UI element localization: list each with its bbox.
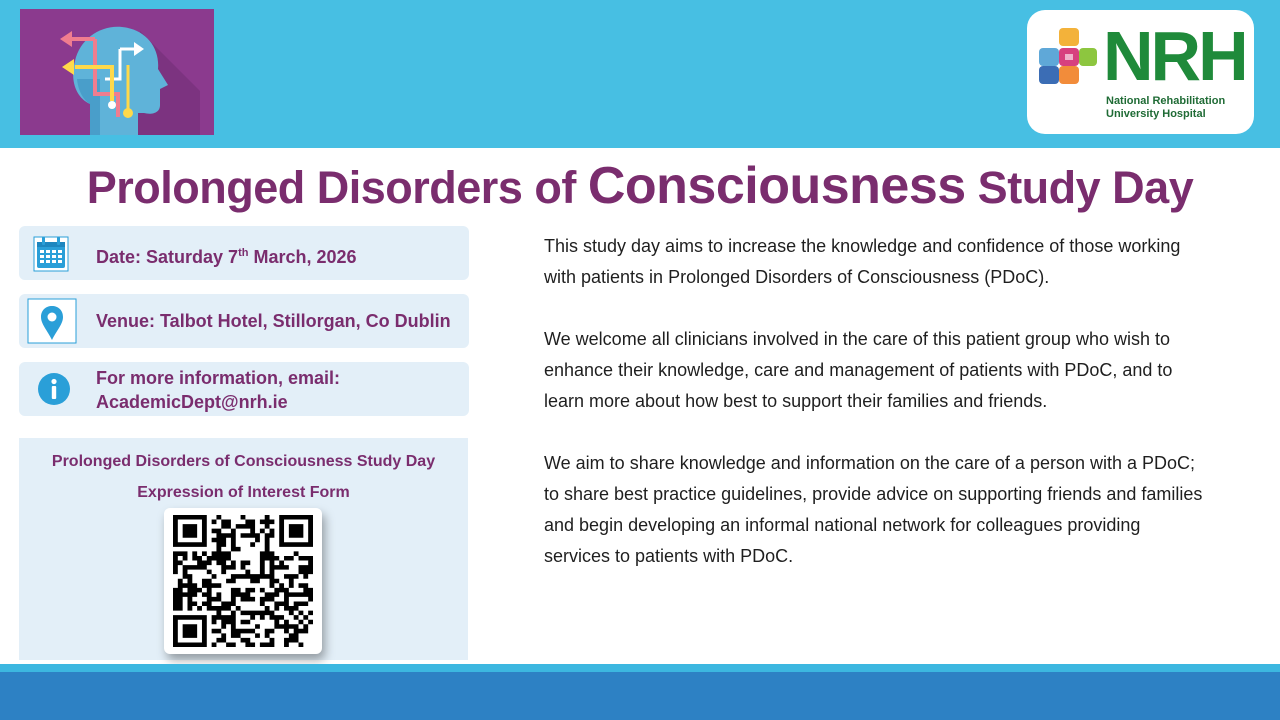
qr-code-icon[interactable] xyxy=(173,515,313,647)
venue-text: Venue: Talbot Hotel, Stillorgan, Co Dublin xyxy=(96,311,451,331)
contact-box xyxy=(19,362,469,416)
nrh-logo xyxy=(1027,10,1254,134)
title-part3: Study Day xyxy=(965,162,1194,213)
venue-box xyxy=(19,294,469,348)
footer-band xyxy=(0,672,1280,720)
logo-subtitle xyxy=(1106,95,1225,121)
form-title-line2: Expression of Interest Form xyxy=(137,484,350,501)
location-pin-icon xyxy=(27,298,77,344)
logo-subtitle-line1: National Rehabilitation xyxy=(1106,95,1226,107)
description-paragraph-2: We welcome all clinicians involved in the care of this patient group who wish to enhance their knowledge, care and management of patients with PDoC, and to learn more about how best to support their families and friends. xyxy=(544,329,1173,411)
form-title-line1: Prolonged Disorders of Consciousness Study Day xyxy=(51,453,436,470)
description-paragraph-1: This study day aims to increase the knowledge and confidence of those working with patients in Prolonged Disorders of Consciousness (PDoC). xyxy=(544,236,1181,287)
contact-text xyxy=(96,366,340,414)
title-part2: Consciousness xyxy=(587,157,966,215)
date-box xyxy=(19,226,469,280)
contact-email[interactable]: AcademicDept@nrh.ie xyxy=(96,392,288,412)
date-ordinal: th xyxy=(238,247,249,259)
contact-line1: For more information, email: xyxy=(96,368,341,388)
qr-card[interactable] xyxy=(164,508,322,654)
footer-stripe xyxy=(0,664,1280,672)
date-prefix: Date: Saturday 7 xyxy=(96,247,239,267)
head-profile-arrows-icon xyxy=(20,9,214,135)
nrh-logo-mark-icon xyxy=(1037,26,1099,88)
logo-subtitle-line2: University Hospital xyxy=(1106,108,1206,120)
logo-letters: NRH xyxy=(1103,17,1246,95)
page-title xyxy=(0,156,1280,218)
calendar-icon xyxy=(33,234,69,272)
description-paragraph-3: We aim to share knowledge and information on the care of a person with a PDoC; to share best practice guidelines, provide advice on supporting friends and families and begin developing an informal national network for colleagues providing services to patients with PDoC. xyxy=(544,453,1203,566)
title-part1: Prolonged Disorders of xyxy=(86,162,588,213)
info-icon xyxy=(37,372,71,406)
description xyxy=(544,231,1204,603)
expression-of-interest-panel xyxy=(19,438,468,660)
hero-image xyxy=(20,9,214,135)
form-title xyxy=(19,446,468,508)
date-text xyxy=(96,241,357,269)
date-suffix: March, 2026 xyxy=(248,247,357,267)
